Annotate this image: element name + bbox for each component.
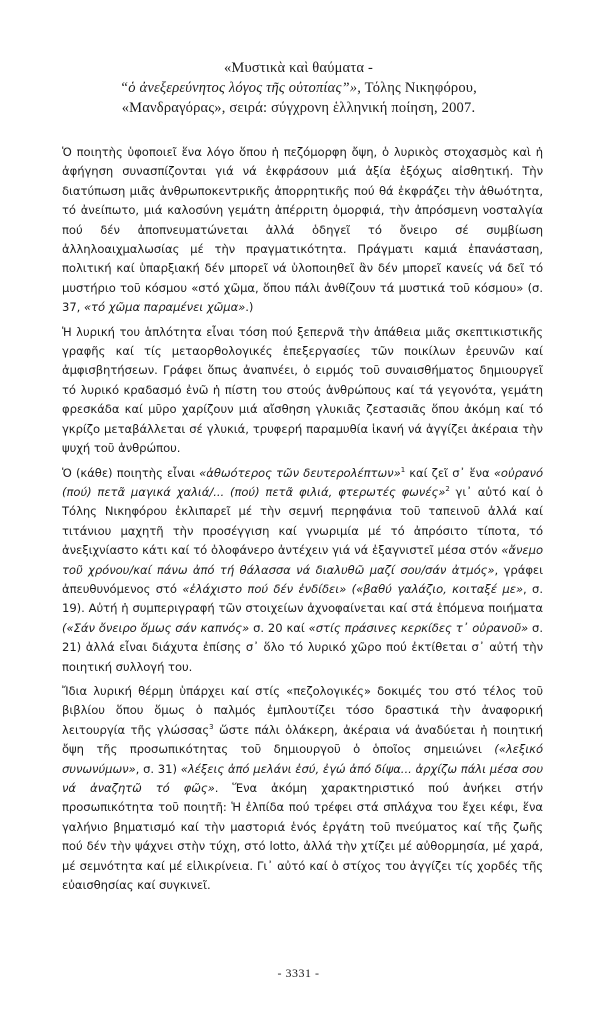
header-line-1: «Μυστικὰ καὶ θαύματα - (223, 60, 374, 76)
quotation: «ἀθωότερος τῶν δευτερολέπτων» (199, 465, 401, 480)
header-subtitle: “ὁ ἀνεξερεύνητος λόγος τῆς οὐτοπίας”» (119, 80, 358, 96)
footnote-marker: 2 (445, 485, 450, 494)
quotation: «τό χῶμα παραμένει χῶμα» (83, 300, 246, 315)
quotation: «στίς πράσινες κερκίδες τ᾽ οὐρανοῦ» (308, 620, 529, 635)
paragraph-text: καί ζεῖ σ᾽ ἕνα (405, 465, 494, 480)
footnote-marker: 1 (400, 465, 406, 474)
paragraph-text: σ. 21) ἀλλά εἶναι διάχυτα ἐπίσης σ᾽ ὅλο τό λυρικό χῶρο πού ἐκτίθεται σ᾽ αὐτή τὴν ποιητική συλλογή του. (62, 620, 543, 674)
quotation: («Σάν ὄνειρο ὅμως σάν καπνός» (62, 620, 250, 635)
header-line-2 (40, 78, 557, 98)
quotation: «ἐλάχιστο πού δέν ἐνδίδει» («βαθύ γαλάζιο, κοιταξέ με» (182, 581, 524, 596)
quotation: («λεξικό συνωνύμων» (62, 742, 543, 776)
paragraph (62, 464, 543, 677)
paragraph-text: , σ. 19). Αὐτή ἡ συμπεριγραφή τῶν στοιχείων ἀχνοφαίνεται καί στά ἑπόμενα ποιήματα (62, 581, 543, 616)
review-body (62, 143, 543, 900)
quotation: «οὐρανό (πού) πετᾶ μαγικά χαλιά/... (πού) πετᾶ φιλιά, φτερωτές φωνές» (62, 465, 543, 499)
paragraph (62, 682, 543, 895)
paragraph (62, 143, 543, 318)
paragraph-text: . Ἕνα ἀκόμη χαρακτηριστικό πού ἀνήκει στήν προσωπικότητα τοῦ ποιητῆ: Ἡ ἐλπίδα πού τρέφει στά σπλάχνα του ἔχει κέφι, ἕνα γαλήνιο βηματισμό καί τὴν μαστοριά ἑνός ἐργάτη τοῦ πνεύματος καί τῆς ζωῆς πού δέν τὴν ψάχνει στὴν τύχη, στό lotto, ἀλλά τὴν χτίζει μέ αὐθορμησία, μέ χαρά, μέ σεμνότητα καί μέ εἰλικρίνεια. Γι᾽ αὐτό καί ὁ στίχος του ἀγγίζει τίς χορδές τῆς εὐαισθησίας καί συγκινεῖ. (62, 781, 543, 893)
paragraph-text: , σ. 31) (135, 761, 181, 776)
paragraph-text: ὥστε πάλι ὁλάκερη, ἀκέραια νά ἀναδύεται ἡ ποιητική ὄψη τῆς προσωπικότητας τοῦ δημιουργοῦ ὁ ὁποῖος σημειώνει (62, 722, 543, 757)
paragraph-text: σ. 20 καί (249, 620, 309, 635)
book-reference-header (40, 58, 557, 118)
paragraph-text: Ἡ λυρική του ἁπλότητα εἶναι τόση πού ξεπερνᾶ τὴν ἀπάθεια μιᾶς σκεπτικιστικῆς γραφῆς καί τίς μεταορθολογικές ἐπεξεργασίες τῶν ποικίλων ἐρευνῶν καί ἀμφισβητήσεων. Γράφει ὅπως ἀναπνέει, ὁ ειρμός τοῦ συναισθήματος δημιουργεῖ τό λυρικό κραδασμό ἐνῶ ἡ πίστη του στούς ἀνθρώπους καί τά γεγονότα, γεμάτη φρεσκάδα καί μῦρο χαρίζουν μιά αἴσθηση γλυκιᾶς ζεστασιᾶς ὅπου ἀκόμη καί τό γκρίζο μεταβάλλεται σέ γλυκιά, τρυφερή παραμυθία ἱκανή νά ἀγγίζει ἀκέραια τὴν ψυχή τοῦ ἀνθρώπου. (62, 324, 543, 456)
footnote-marker: 3 (209, 722, 214, 731)
quotation: «ἄνεμο τοῦ χρόνου/καί πάνω ἀπό τή θάλασσα νά διαλυθῶ μαζί σου/σάν ἀτμός» (62, 543, 543, 577)
header-author: , Τόλης Νικηφόρου, (357, 80, 477, 96)
paragraph-text: , γράφει ἀπευθυνόμενος στό (62, 562, 544, 596)
paragraph-text: γι᾽ αὐτό καί ὁ Τόλης Νικηφόρου ἐκλιπαρεῖ μέ τὴν σεμνή περηφάνια τοῦ ταπεινοῦ ἀλλά καί τιτάνιου μαχητῆ τὴν προσέγγιση καί γνωριμία μέ τό ἀπρόσιτο τίποτα, τό ἀνεξιχνίαστο κάτι καί τό ὁλοφάνερο ἀντέχειν γιά νά ἐξαγνιστεῖ μέσα στόν (62, 484, 543, 558)
paragraph-text: Ἴδια λυρική θέρμη ὑπάρχει καί στίς «πεζολογικές» δοκιμές του στό τέλος τοῦ βιβλίου ὅπου ὅμως ὁ παλμός ἐμπλουτίζει τόσο δραστικά τὴν ἀναφορική λειτουργία τῆς γλώσσας (62, 683, 543, 737)
paragraph-text: .) (245, 300, 254, 315)
paragraph (62, 323, 543, 459)
header-line-3: «Μανδραγόρας», σειρά: σύγχρονη ἑλληνική ποίηση, 2007. (121, 100, 476, 116)
page-number: - 3331 - (277, 966, 320, 980)
quotation: «λέξεις ἀπό μελάνι ἐσύ, ἐγώ ἀπό δίψα... ἀρχίζω πάλι μέσα σου νά ἀναζητῶ τό φῶς» (62, 761, 543, 795)
paragraph-text: Ὁ (κάθε) ποιητὴς εἶναι (62, 465, 200, 480)
paragraph-text: Ὁ ποιητὴς ὑφοποιεῖ ἕνα λόγο ὅπου ἡ πεζόμορφη ὄψη, ὁ λυρικὸς στοχασμὸς καὶ ἡ ἀφήγηση συνασπίζονται γιά νά ἐκφράσουν μιά ἀξία ἐξόχως αἰσθητική. Τὴν διατύπωση μιᾶς ἀνθρωποκεντρικῆς ἀπορρητικῆς πού θά ἐκφράζει τὴν ἀθωότητα, τό ἀνείπωτο, μιά καλοσύνη γεμάτη ἀπέρριτη ὀμορφιά, τὴν ἀπρόσμενη νοσταλγία πού δέν ἀποπνευματώνεται ἀλλά ὁδηγεῖ τό ὄνειρο σέ συμβίωση ἀλληλοαιχμαλωσίας μέ τὴν πραγματικότητα. Πράγματι καμιά ἐπανάσταση, πολιτική καί ὑπαρξιακή δέν μπορεῖ νά ὑλοποιηθεῖ ἂν δέν μπορεῖ κανείς νά δεῖ τό μυστήριο τοῦ κόσμου «στό χῶμα, ὅπου πάλι ἀνθίζουν τά μυστικά τοῦ κόσμου» (σ. 37, (62, 145, 543, 315)
